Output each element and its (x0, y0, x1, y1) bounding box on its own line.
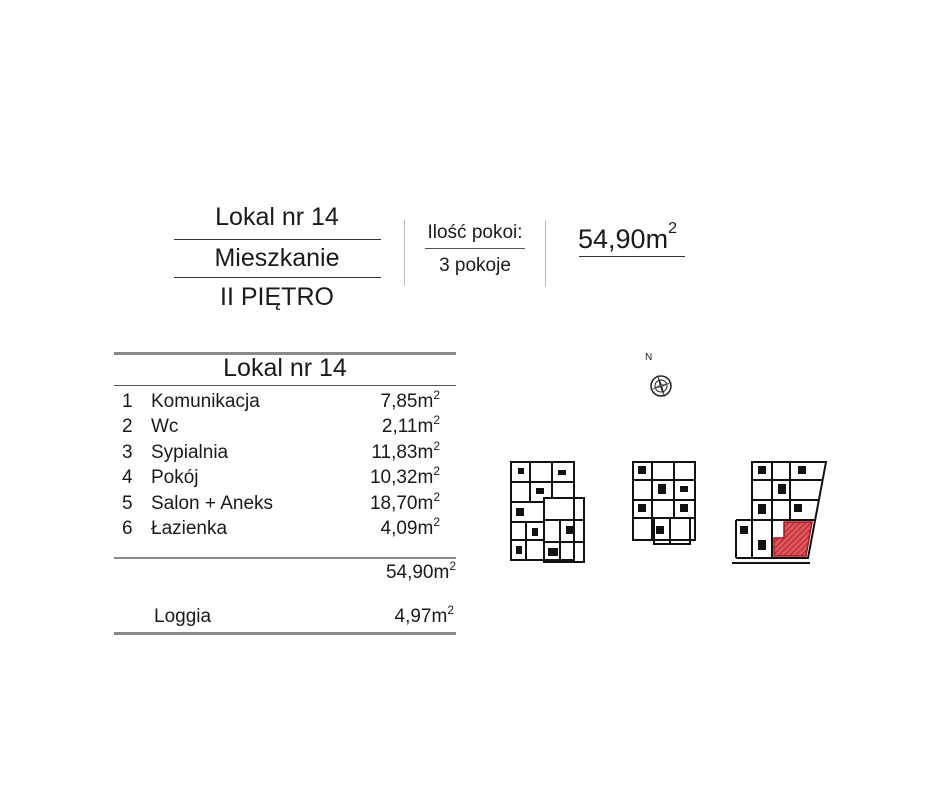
room-name: Salon + Aneks (151, 492, 274, 514)
room-name: Pokój (151, 467, 199, 489)
loggia-value: $4,97m^2$ (394, 603, 454, 627)
total-area: $54,90m^2$ (578, 220, 677, 254)
table-row (122, 388, 452, 416)
room-name: Łazienka (151, 518, 228, 539)
table-row (122, 464, 452, 492)
room-number: 3 (122, 441, 133, 463)
room-number: 4 (122, 467, 133, 489)
sum-value: $54,90m^2$ (385, 559, 456, 583)
unit-title: Lokal nr 14 (215, 203, 339, 231)
table-sum-rule (114, 557, 456, 559)
room-name: Komunikacja (151, 391, 260, 412)
unit-type: Mieszkanie (214, 244, 340, 272)
floor-plan-building-c (732, 460, 832, 570)
room-area: $11,83m^2$ (371, 438, 440, 463)
room-number: 6 (122, 518, 133, 539)
rooms-label: Ilość pokoi: (427, 222, 523, 243)
floor-plan-building-a (508, 460, 588, 570)
total-area-underline (579, 256, 685, 257)
table-title: Lokal nr 14 (223, 354, 347, 382)
table-title-rule (114, 385, 456, 386)
room-area: $18,70m^2$ (369, 489, 440, 514)
room-area: $4,09m^2$ (380, 515, 440, 539)
table-row (122, 515, 452, 543)
table-row (122, 413, 452, 441)
table-row (122, 438, 452, 467)
floor-label: II PIĘTRO (220, 283, 334, 311)
header-divider-1 (174, 239, 381, 240)
room-area: $2,11m^2$ (381, 413, 440, 438)
floor-plan-building-b (630, 460, 702, 550)
header-divider-2 (174, 277, 381, 278)
loggia-label: Loggia (154, 606, 212, 627)
table-bottom-rule (114, 632, 456, 635)
room-name: Wc (151, 416, 179, 438)
table-row (122, 489, 452, 518)
rooms-divider (425, 248, 525, 249)
room-name: Sypialnia (151, 441, 229, 463)
room-number: 5 (122, 492, 133, 514)
compass-icon (645, 370, 677, 402)
header-separator-left (404, 220, 405, 286)
room-number: 2 (122, 416, 133, 438)
room-number: 1 (122, 391, 133, 412)
header-separator-right (545, 220, 546, 286)
room-area: $7,85m^2$ (380, 388, 440, 412)
compass-north-label: N (645, 352, 653, 363)
room-area: $10,32m^2$ (369, 464, 440, 489)
rooms-value: 3 pokoje (439, 255, 511, 276)
